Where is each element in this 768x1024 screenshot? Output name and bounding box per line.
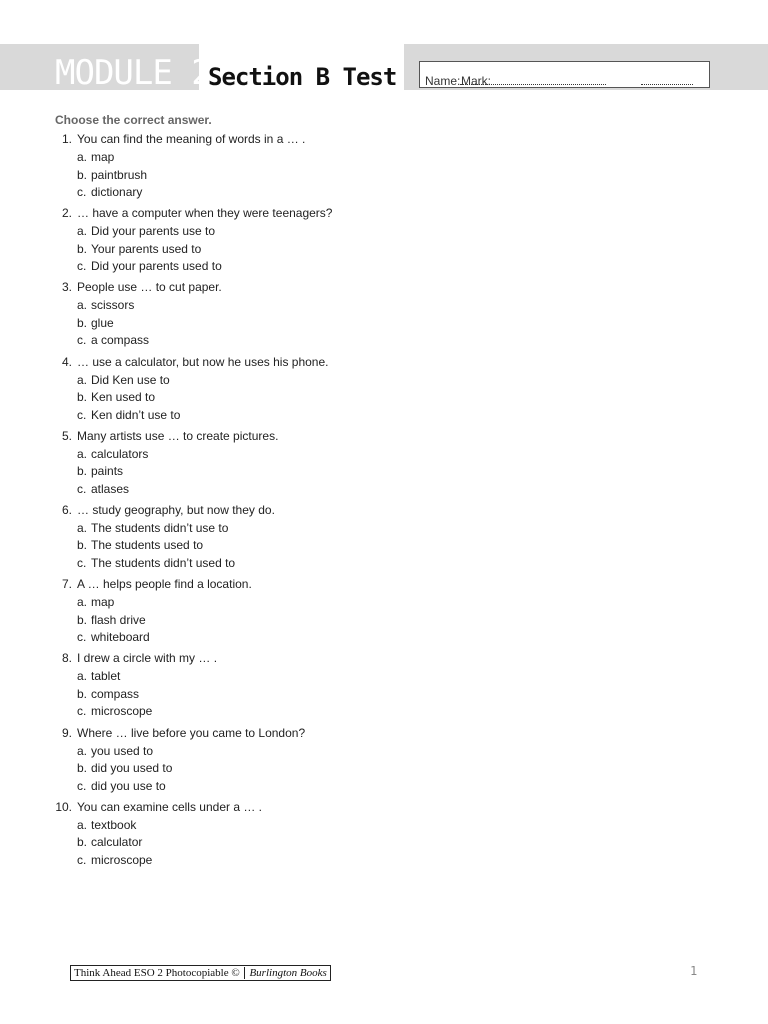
option-letter: c. xyxy=(77,407,87,422)
instruction: Choose the correct answer. xyxy=(55,113,212,127)
question-text: Where … live before you came to London? xyxy=(77,725,306,740)
option-text: did you used to xyxy=(91,761,173,775)
question-text: … have a computer when they were teenagers? xyxy=(77,206,333,221)
question-number: 5. xyxy=(61,428,72,443)
question-4 xyxy=(0,355,768,429)
option-letter: a. xyxy=(77,298,88,313)
option-text: calculator xyxy=(91,835,143,850)
name-dotted-line xyxy=(460,84,606,85)
question-number: 8. xyxy=(61,651,72,666)
option-text: The students used to xyxy=(91,538,204,553)
question-3 xyxy=(0,280,768,354)
question-list xyxy=(0,132,768,874)
question-5 xyxy=(0,429,768,503)
option-letter: b. xyxy=(77,538,88,553)
question-9 xyxy=(0,726,768,800)
question-2 xyxy=(0,206,768,280)
question-8 xyxy=(0,651,768,725)
question-text: I drew a circle with my … . xyxy=(77,651,218,666)
option-text: glue xyxy=(91,315,114,330)
mark-label: Mark: xyxy=(461,74,491,88)
option-letter: a. xyxy=(77,743,88,758)
question-text: A … helps people find a location. xyxy=(77,577,252,592)
page-number: 1 xyxy=(690,964,698,978)
option-letter: b. xyxy=(77,686,88,701)
question-number: 6. xyxy=(61,502,72,517)
question-text: People use … to cut paper. xyxy=(77,280,222,295)
question-number: 7. xyxy=(61,577,72,592)
option-text: The students didn’t used to xyxy=(91,555,236,570)
option-letter: b. xyxy=(77,761,88,775)
option-letter: a. xyxy=(77,817,88,832)
option-text: microscope xyxy=(91,852,153,867)
option-text: calculators xyxy=(91,446,149,461)
option-letter: c. xyxy=(77,185,87,199)
option-text: compass xyxy=(91,686,140,701)
footer-copyright xyxy=(70,965,331,981)
option-text: tablet xyxy=(91,669,121,684)
section-title: Section B Test xyxy=(208,63,397,91)
mark-dotted-line xyxy=(641,84,693,85)
option-letter: c. xyxy=(77,555,87,570)
option-letter: a. xyxy=(77,446,88,461)
question-text: Many artists use … to create pictures. xyxy=(77,428,279,443)
footer-text: Think Ahead ESO 2 Photocopiable © xyxy=(74,967,240,979)
option-letter: a. xyxy=(77,372,88,387)
option-letter: a. xyxy=(77,150,88,164)
option-text: The students didn’t use to xyxy=(91,520,229,535)
option-text: map xyxy=(91,595,115,610)
option-letter: c. xyxy=(77,333,87,348)
question-number: 10. xyxy=(55,799,72,814)
option-letter: c. xyxy=(77,778,87,793)
question-text: … study geography, but now they do. xyxy=(77,502,275,517)
question-7 xyxy=(0,577,768,651)
option-text: atlases xyxy=(91,481,130,496)
option-letter: b. xyxy=(77,315,88,330)
option-letter: c. xyxy=(77,852,87,867)
option-text: paints xyxy=(91,464,124,479)
question-text: You can find the meaning of words in a … . xyxy=(77,132,306,146)
option-text: dictionary xyxy=(91,185,143,199)
option-text: Did your parents use to xyxy=(91,224,216,239)
option-letter: b. xyxy=(77,241,88,256)
name-label: Name: xyxy=(425,74,461,88)
question-number: 4. xyxy=(61,354,72,369)
option-letter: c. xyxy=(77,630,87,645)
question-1 xyxy=(0,132,768,206)
option-text: Ken didn’t use to xyxy=(91,407,181,422)
option-text: Your parents used to xyxy=(91,241,202,256)
option-text: scissors xyxy=(91,298,135,313)
option-text: did you use to xyxy=(91,778,166,793)
option-letter: c. xyxy=(77,481,87,496)
option-text: Ken used to xyxy=(91,390,156,405)
question-number: 1. xyxy=(61,132,72,146)
option-text: textbook xyxy=(91,817,137,832)
option-letter: c. xyxy=(77,259,87,274)
option-text: a compass xyxy=(91,333,150,348)
option-text: you used to xyxy=(91,743,154,758)
option-text: Did Ken use to xyxy=(91,372,170,387)
option-letter: b. xyxy=(77,612,88,627)
option-letter: b. xyxy=(77,835,88,850)
module-label: MODULE 2 xyxy=(55,53,211,93)
option-letter: c. xyxy=(77,704,87,719)
question-text: … use a calculator, but now he uses his phone. xyxy=(77,354,329,369)
question-number: 9. xyxy=(61,725,72,740)
option-letter: b. xyxy=(77,167,88,182)
option-text: microscope xyxy=(91,704,153,719)
name-mark-box[interactable] xyxy=(419,61,710,88)
option-text: Did your parents used to xyxy=(91,259,222,274)
option-text: paintbrush xyxy=(91,167,148,182)
option-text: flash drive xyxy=(91,612,146,627)
option-letter: b. xyxy=(77,464,88,479)
option-text: whiteboard xyxy=(91,630,150,645)
question-number: 3. xyxy=(61,280,72,295)
option-letter: a. xyxy=(77,595,88,610)
question-10 xyxy=(0,800,768,874)
option-letter: a. xyxy=(77,669,88,684)
option-letter: a. xyxy=(77,224,88,239)
footer-brand: Burlington Books xyxy=(244,967,326,979)
option-text: map xyxy=(91,150,115,164)
question-text: You can examine cells under a … . xyxy=(77,799,262,814)
option-letter: b. xyxy=(77,390,88,405)
question-6 xyxy=(0,503,768,577)
question-number: 2. xyxy=(61,206,72,221)
option-letter: a. xyxy=(77,520,88,535)
